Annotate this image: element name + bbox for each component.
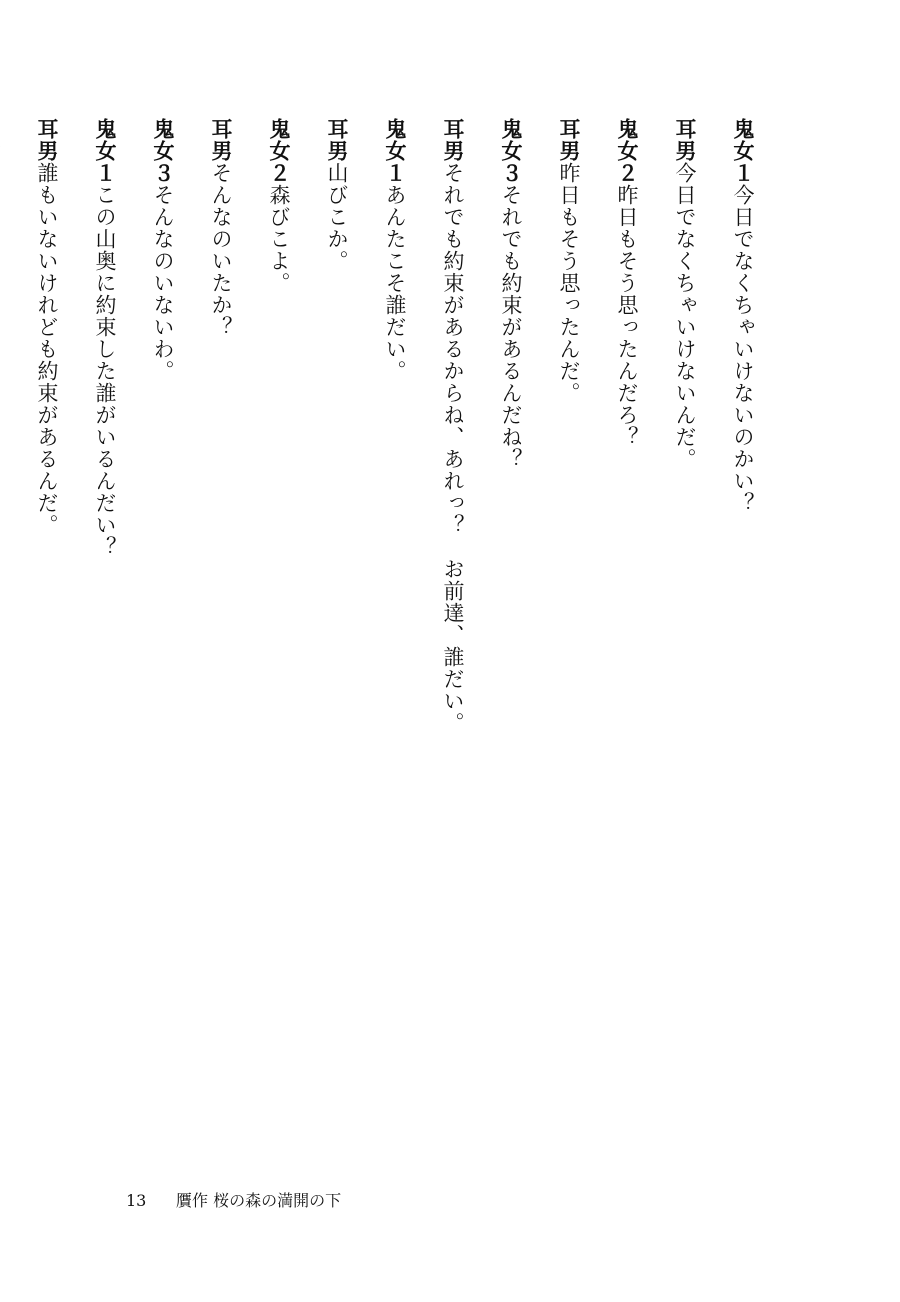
speaker-name: 鬼女１ — [383, 118, 407, 184]
page-number: 13 — [126, 1191, 147, 1210]
dialogue-line — [180, 118, 238, 838]
running-title: 贋作 桜の森の満開の下 — [176, 1191, 342, 1210]
dialogue-text: そんなのいないわ。 — [151, 184, 175, 382]
dialogue-text: 今日でなくちゃいけないんだ。 — [673, 162, 697, 470]
dialogue-text: それでも約束があるからね、あれっ？ お前達、誰だい。 — [441, 162, 465, 734]
speaker-name: 耳男 — [557, 118, 581, 162]
dialogue-line — [354, 118, 412, 838]
speaker-name: 耳男 — [325, 118, 349, 162]
dialogue-text: あんたこそ誰だい。 — [383, 184, 407, 382]
dialogue-line — [586, 118, 644, 838]
dialogue-text: 昨日もそう思ったんだろ？ — [615, 184, 639, 448]
dialogue-line — [470, 118, 528, 838]
dialogue-text: 山びこか。 — [325, 162, 349, 272]
speaker-name: 鬼女２ — [615, 118, 639, 184]
dialogue-text: それでも約束があるんだね？ — [499, 184, 523, 470]
dialogue-line — [238, 118, 296, 838]
dialogue-line — [702, 118, 760, 838]
script-body — [0, 118, 760, 838]
dialogue-line — [528, 118, 586, 838]
speaker-name: 鬼女２ — [267, 118, 291, 184]
speaker-name: 鬼女３ — [499, 118, 523, 184]
speaker-name: 鬼女１ — [93, 118, 117, 184]
speaker-name: 鬼女１ — [731, 118, 755, 184]
speaker-name — [0, 118, 6, 184]
speaker-name: 耳男 — [441, 118, 465, 162]
speaker-name: 耳男 — [209, 118, 233, 162]
dialogue-line — [0, 118, 6, 838]
page-footer — [126, 1188, 341, 1211]
dialogue-line — [122, 118, 180, 838]
dialogue-line — [296, 118, 354, 838]
dialogue-line — [644, 118, 702, 838]
dialogue-text: そんなのいたか？ — [209, 162, 233, 338]
dialogue-text: 今日でなくちゃいけないのかい？ — [731, 184, 755, 514]
dialogue-text: 誰もいないけれども約束があるんだ。 — [35, 162, 59, 536]
dialogue-line — [412, 118, 470, 838]
speaker-name: 耳男 — [673, 118, 697, 162]
dialogue-line — [6, 118, 64, 838]
dialogue-text — [0, 184, 1, 580]
dialogue-text: 昨日もそう思ったんだ。 — [557, 162, 581, 404]
dialogue-line — [64, 118, 122, 838]
speaker-name: 耳男 — [35, 118, 59, 162]
dialogue-text: 森びこよ。 — [267, 184, 291, 294]
speaker-name: 鬼女３ — [151, 118, 175, 184]
dialogue-text: この山奥に約束した誰がいるんだい？ — [93, 184, 117, 558]
